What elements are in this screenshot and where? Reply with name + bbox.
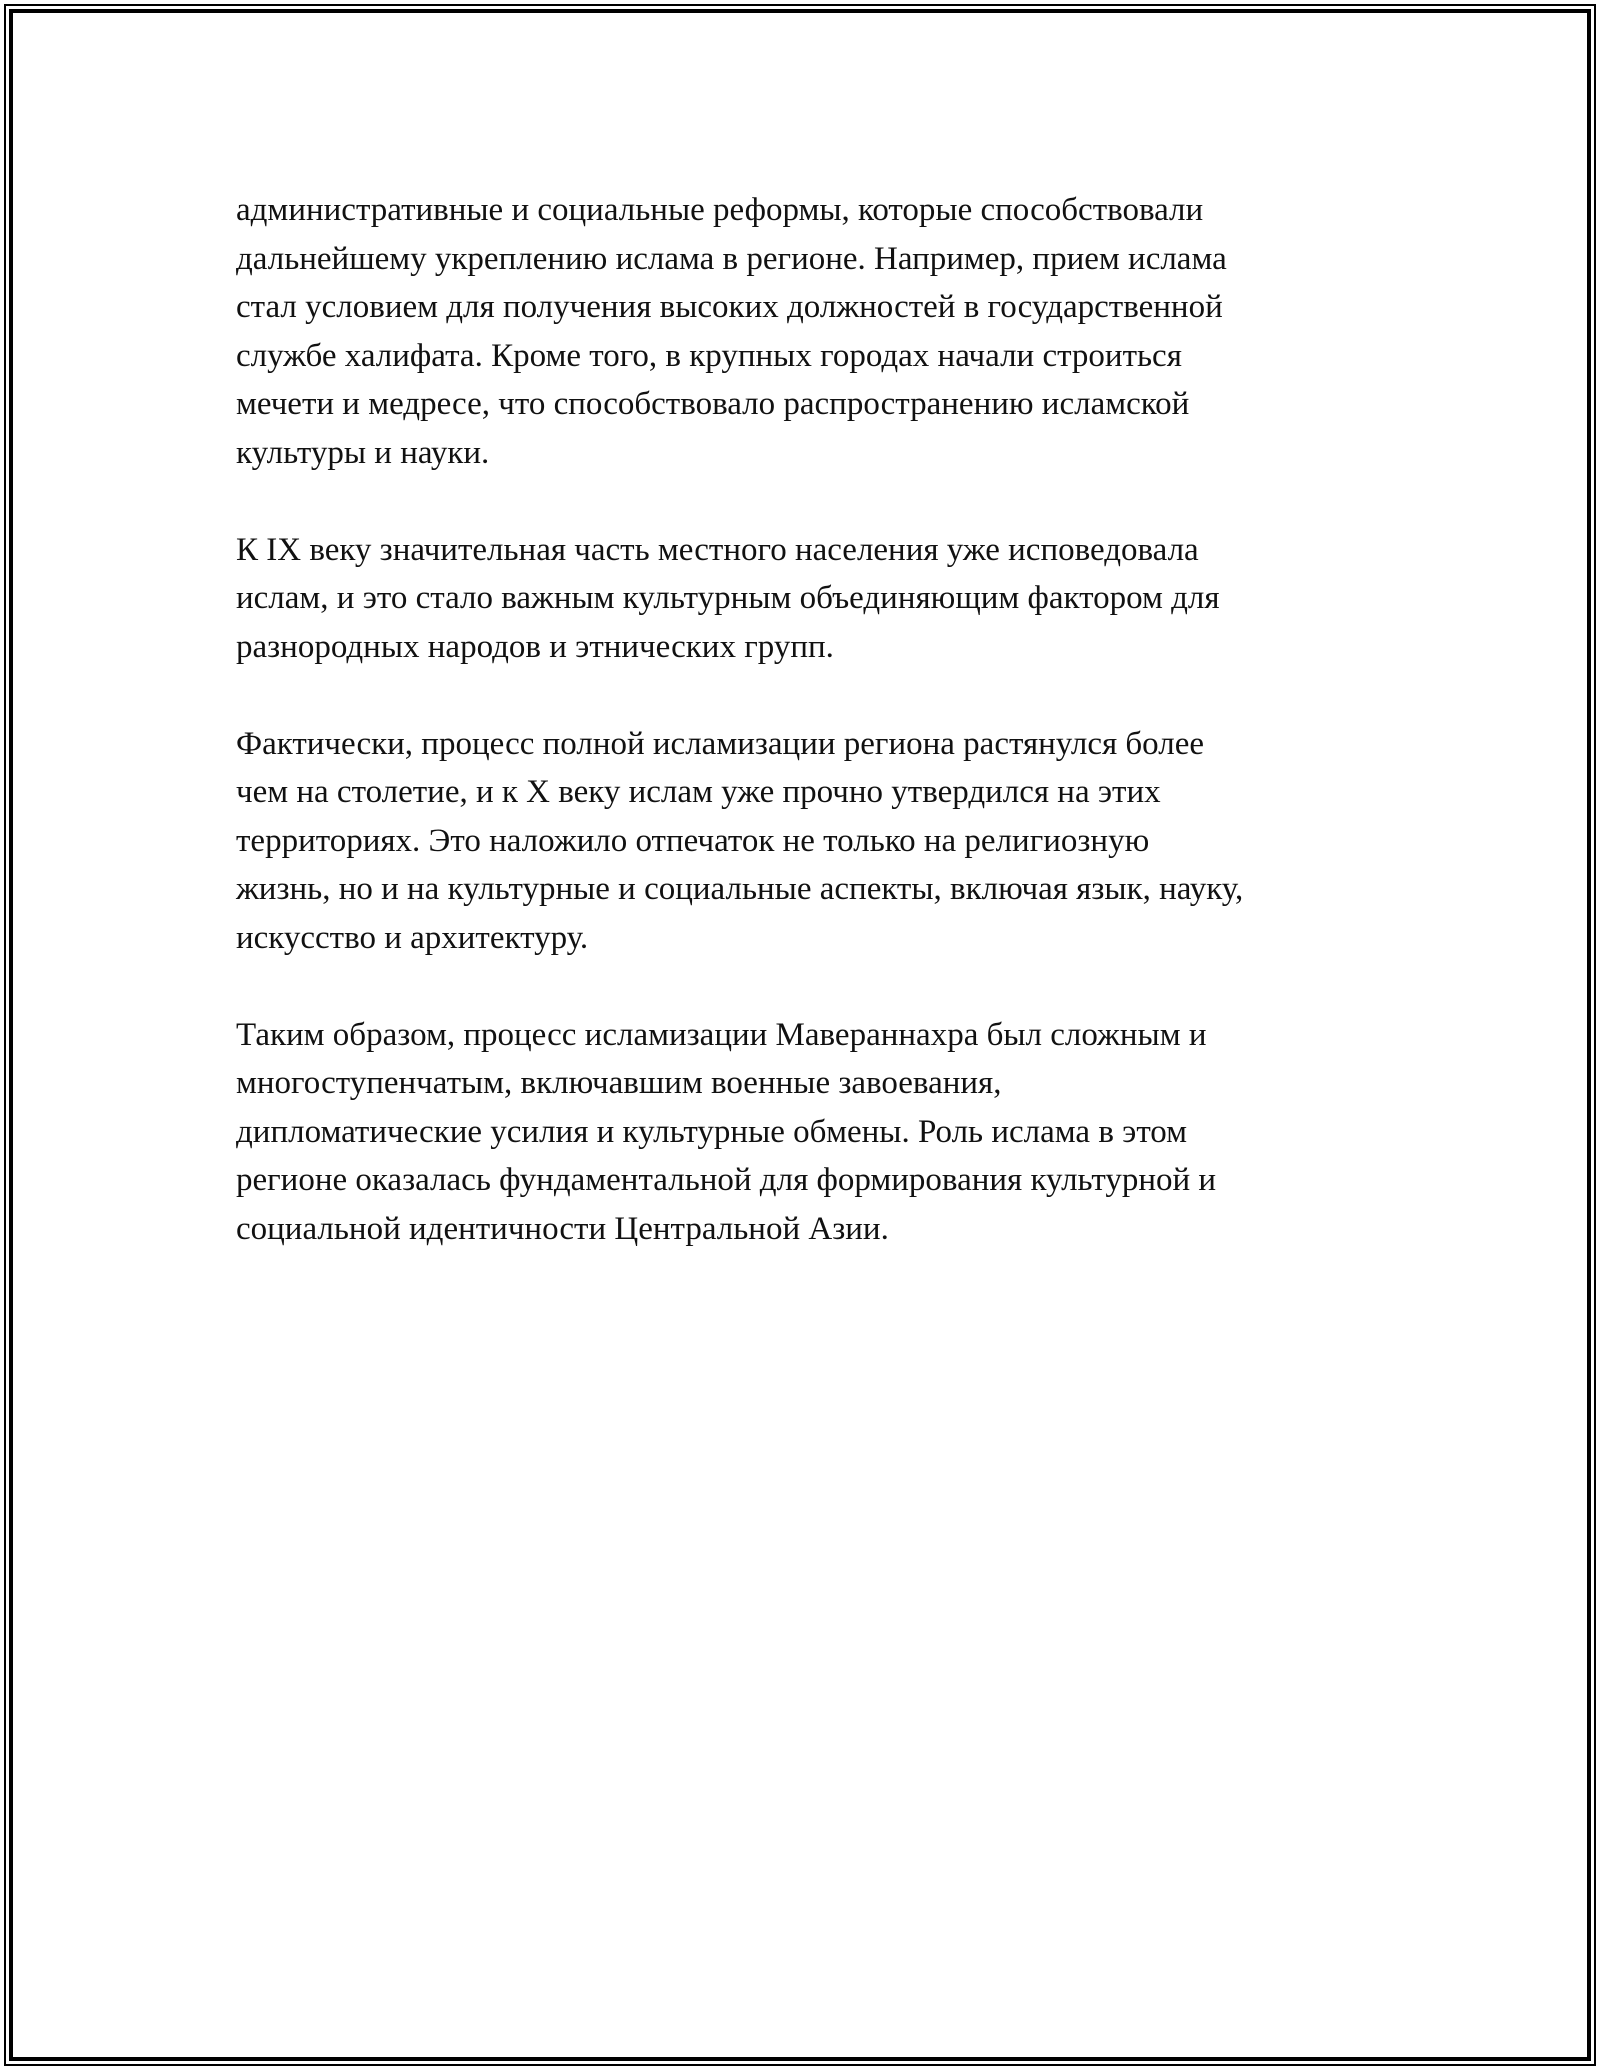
text-line: территориях. Это наложило отпечаток не только на религиозную	[236, 822, 1150, 859]
paragraph-4	[236, 1011, 1386, 1254]
text-line: Фактически, процесс полной исламизации региона растянулся более	[236, 725, 1205, 762]
text-line: Таким образом, процесс исламизации Мавераннахра был сложным и	[236, 1016, 1207, 1053]
text-line: социальной идентичности Центральной Азии.	[236, 1210, 889, 1247]
paragraph-3	[236, 720, 1386, 963]
text-line: жизнь, но и на культурные и социальные аспекты, включая язык, науку,	[236, 871, 1244, 907]
text-line: службе халифата. Кроме того, в крупных городах начали строиться	[236, 337, 1182, 374]
text-line: стал условием для получения высоких должностей в государственной	[236, 289, 1223, 325]
text-line: административные и социальные реформы, которые способствовали	[236, 192, 1204, 228]
text-line: культуры и науки.	[236, 434, 490, 471]
text-line: разнородных народов и этнических групп.	[236, 628, 834, 665]
text-line: ислам, и это стало важным культурным объединяющим фактором для	[236, 580, 1220, 616]
text-line: регионе оказалась фундаментальной для формирования культурной и	[236, 1162, 1217, 1198]
text-line: многоступенчатым, включавшим военные завоевания,	[236, 1065, 1002, 1101]
text-line: искусство и архитектуру.	[236, 919, 589, 956]
text-line: дальнейшему укреплению ислама в регионе. Например, прием ислама	[236, 240, 1227, 277]
document-body	[236, 186, 1386, 1302]
text-line: дипломатические усилия и культурные обмены. Роль ислама в этом	[236, 1113, 1188, 1150]
text-line: К IX веку значительная часть местного населения уже исповедовала	[236, 531, 1199, 568]
paragraph-1	[236, 186, 1386, 477]
text-line: чем на столетие, и к X веку ислам уже прочно утвердился на этих	[236, 774, 1161, 810]
text-line: мечети и медресе, что способствовало распространению исламской	[236, 386, 1190, 422]
paragraph-2	[236, 526, 1386, 672]
